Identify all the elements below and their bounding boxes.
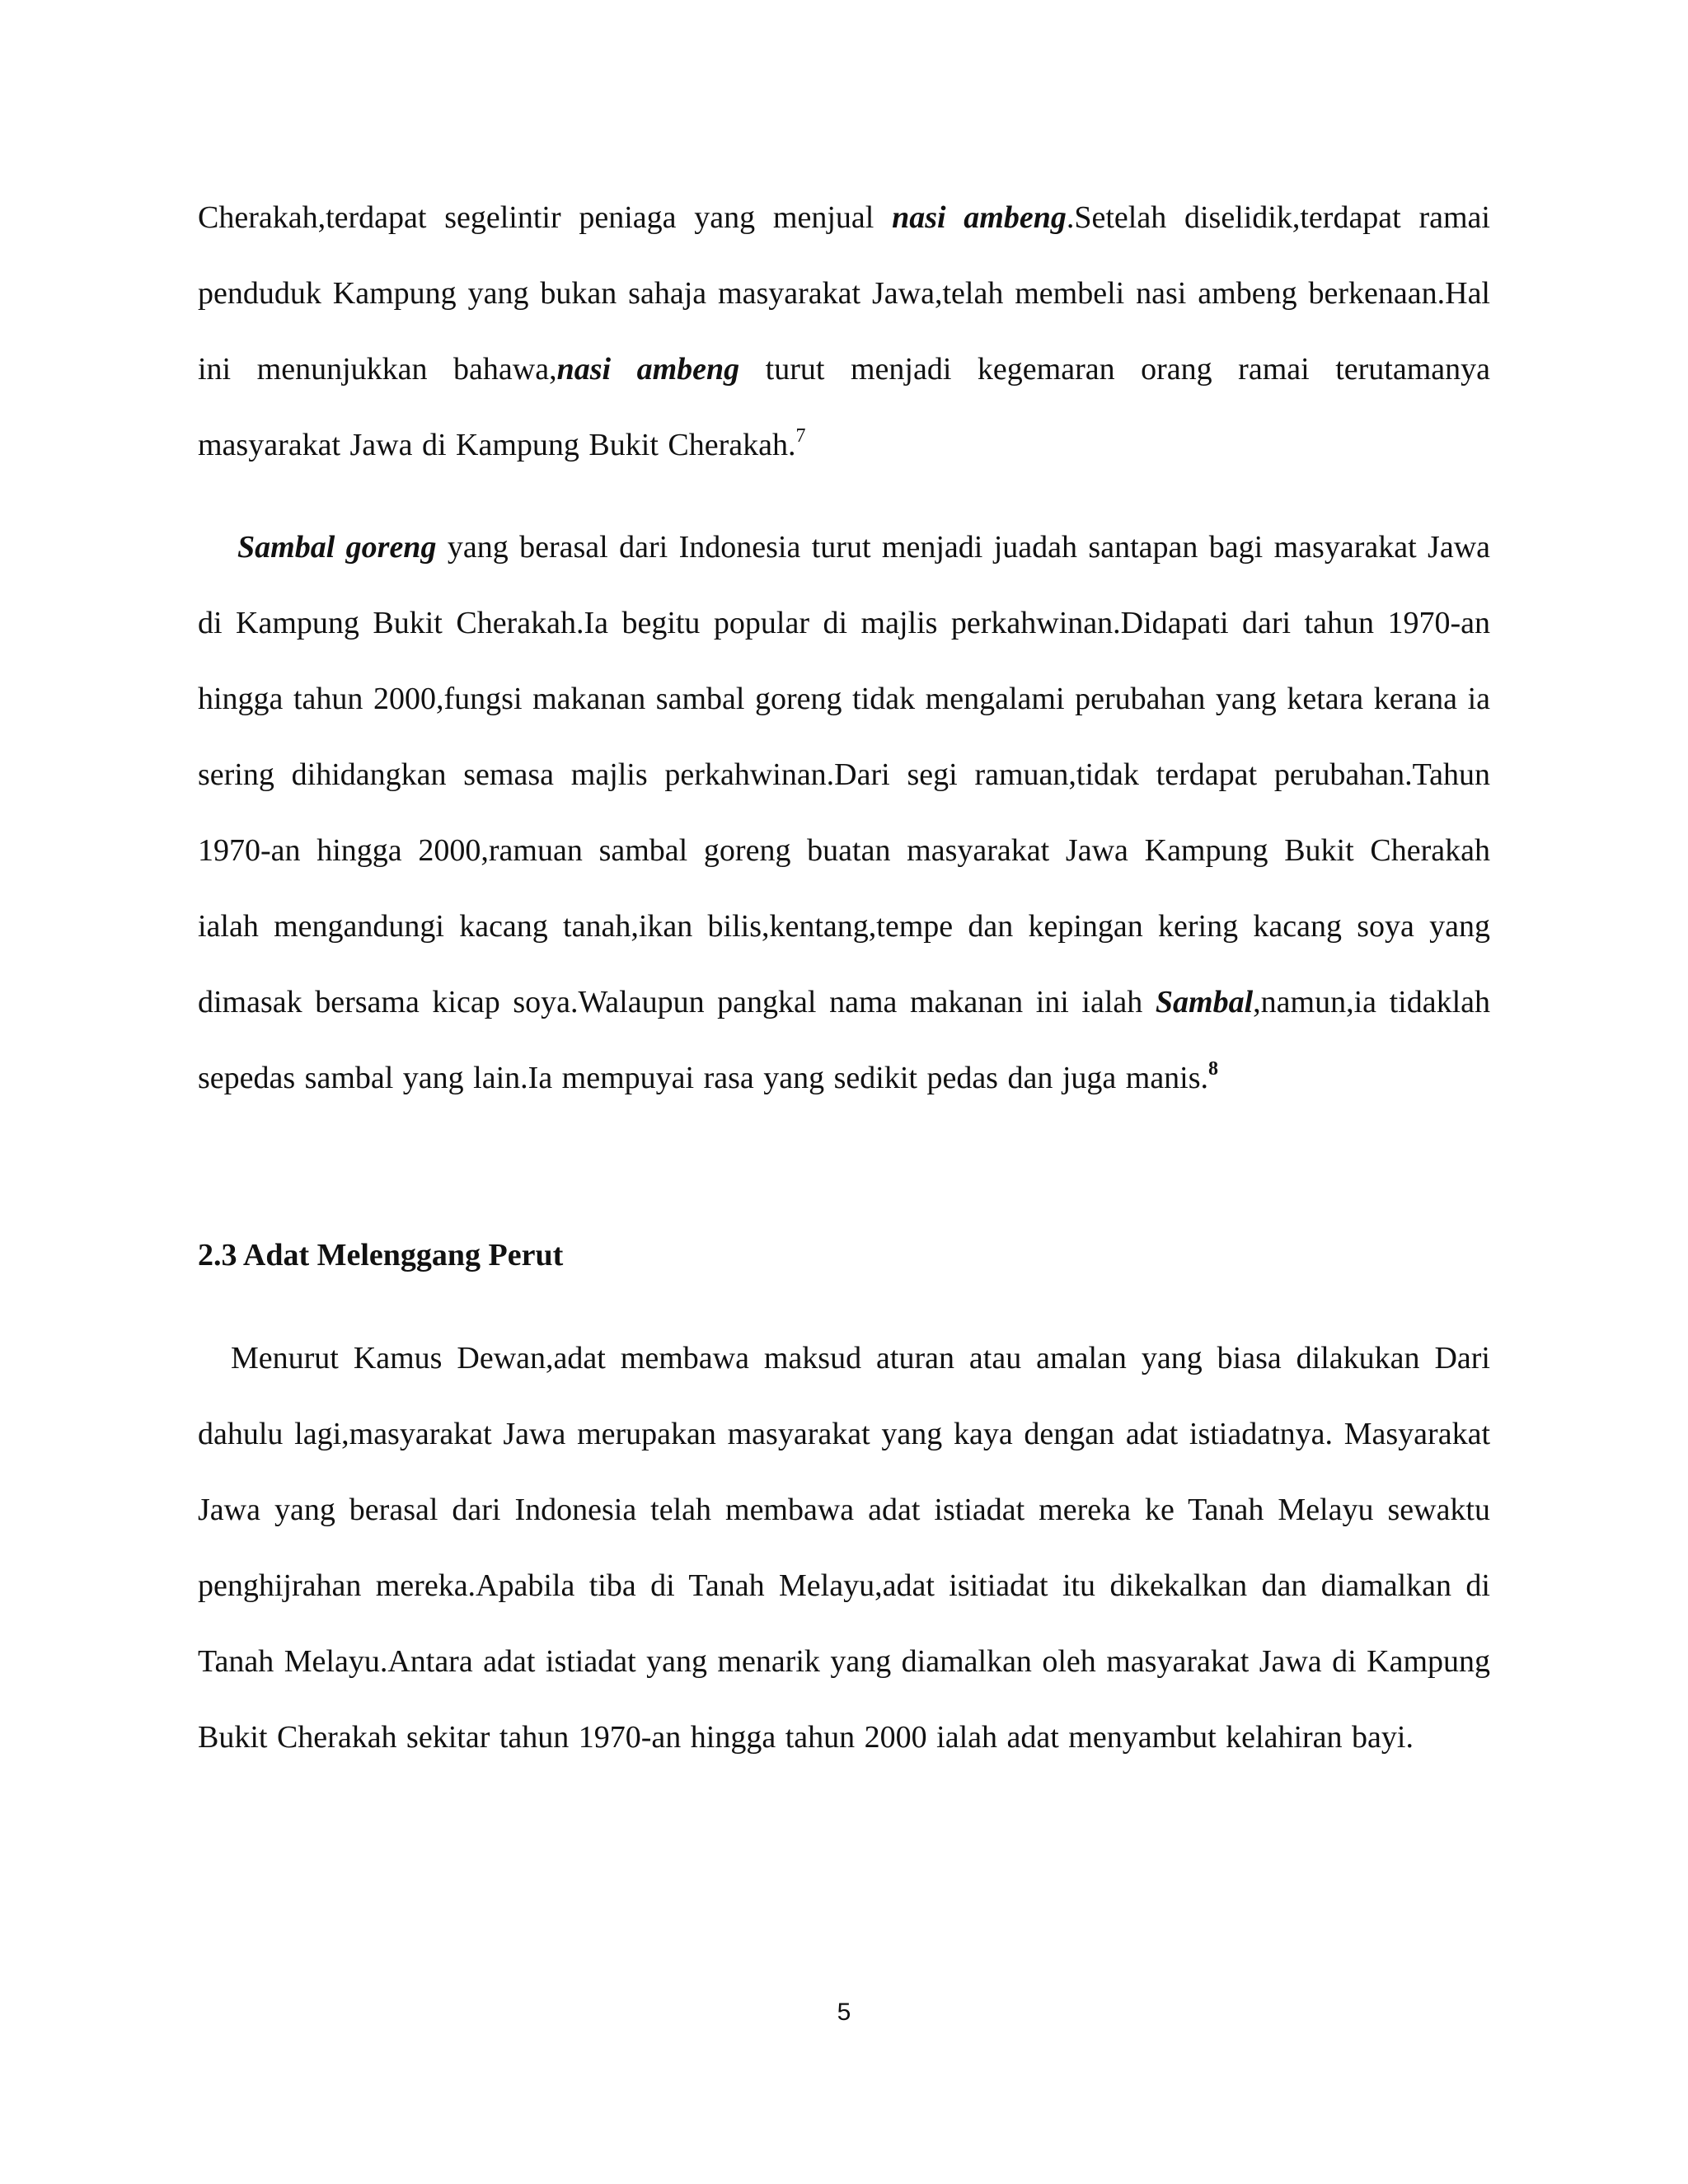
footnote-marker-8: 8 <box>1208 1058 1219 1080</box>
page-number: 5 <box>837 1999 851 2026</box>
paragraph-2-emphasis-2: Sambal <box>1155 985 1254 1019</box>
paragraph-1-emphasis-2: nasi ambeng <box>556 352 740 387</box>
document-page <box>198 0 1490 2184</box>
paragraph-nasi-ambeng <box>198 180 1490 483</box>
paragraph-2-text-2: ,namun,ia tidaklah sepedas sambal yang lain.Ia mempuyai rasa yang sedikit pedas dan juga manis. <box>198 985 1490 1095</box>
paragraph-2-emphasis-1: Sambal goreng <box>237 530 437 565</box>
paragraph-1-text-3: turut menjadi kegemaran orang ramai terutamanya masyarakat Jawa di Kampung Bukit Cherakah. <box>198 352 1490 462</box>
paragraph-1-emphasis-1: nasi ambeng <box>892 200 1067 235</box>
paragraph-3-text-1: Menurut Kamus Dewan,adat membawa maksud aturan atau amalan yang biasa dilakukan Dari dahulu lagi,masyarakat Jawa merupakan masyarakat yang kaya dengan adat istiadatnya. Masyarakat Jawa yang berasal dari Indonesia telah membawa adat istiadat mereka ke Tanah Melayu sewaktu penghijrahan mereka.Apabila tiba di Tanah Melayu,adat isitiadat itu dikekalkan dan diamalkan di Tanah Melayu.Antara adat istiadat yang menarik yang diamalkan oleh masyarakat Jawa di Kampung Bukit Cherakah sekitar tahun 1970-an hingga tahun 2000 ialah adat menyambut kelahiran bayi. <box>198 1341 1490 1755</box>
footnote-marker-7: 7 <box>795 425 806 447</box>
paragraph-1-text-2: .Setelah diselidik,terdapat ramai penduduk Kampung yang bukan sahaja masyarakat Jawa,telah membeli nasi ambeng berkenaan.Hal ini menunjukkan bahawa, <box>198 200 1490 387</box>
paragraph-2-text-1: yang berasal dari Indonesia turut menjadi juadah santapan bagi masyarakat Jawa di Kampung Bukit Cherakah.Ia begitu popular di majlis perkahwinan.Didapati dari tahun 1970-an hingga tahun 2000,fungsi makanan sambal goreng tidak mengalami perubahan yang ketara kerana ia sering dihidangkan semasa majlis perkahwinan.Dari segi ramuan,tidak terdapat perubahan.Tahun 1970-an hingga 2000,ramuan sambal goreng buatan masyarakat Jawa Kampung Bukit Cherakah ialah mengandungi kacang tanah,ikan bilis,kentang,tempe dan kepingan kering kacang soya yang dimasak bersama kicap soya.Walaupun pangkal nama makanan ini ialah <box>198 530 1491 1019</box>
paragraph-adat <box>198 1320 1490 1775</box>
paragraph-sambal-goreng <box>198 509 1490 1116</box>
paragraph-1-text-1: Cherakah,terdapat segelintir peniaga yang menjual <box>198 200 893 235</box>
section-heading: 2.3 Adat Melenggang Perut <box>198 1238 564 1272</box>
